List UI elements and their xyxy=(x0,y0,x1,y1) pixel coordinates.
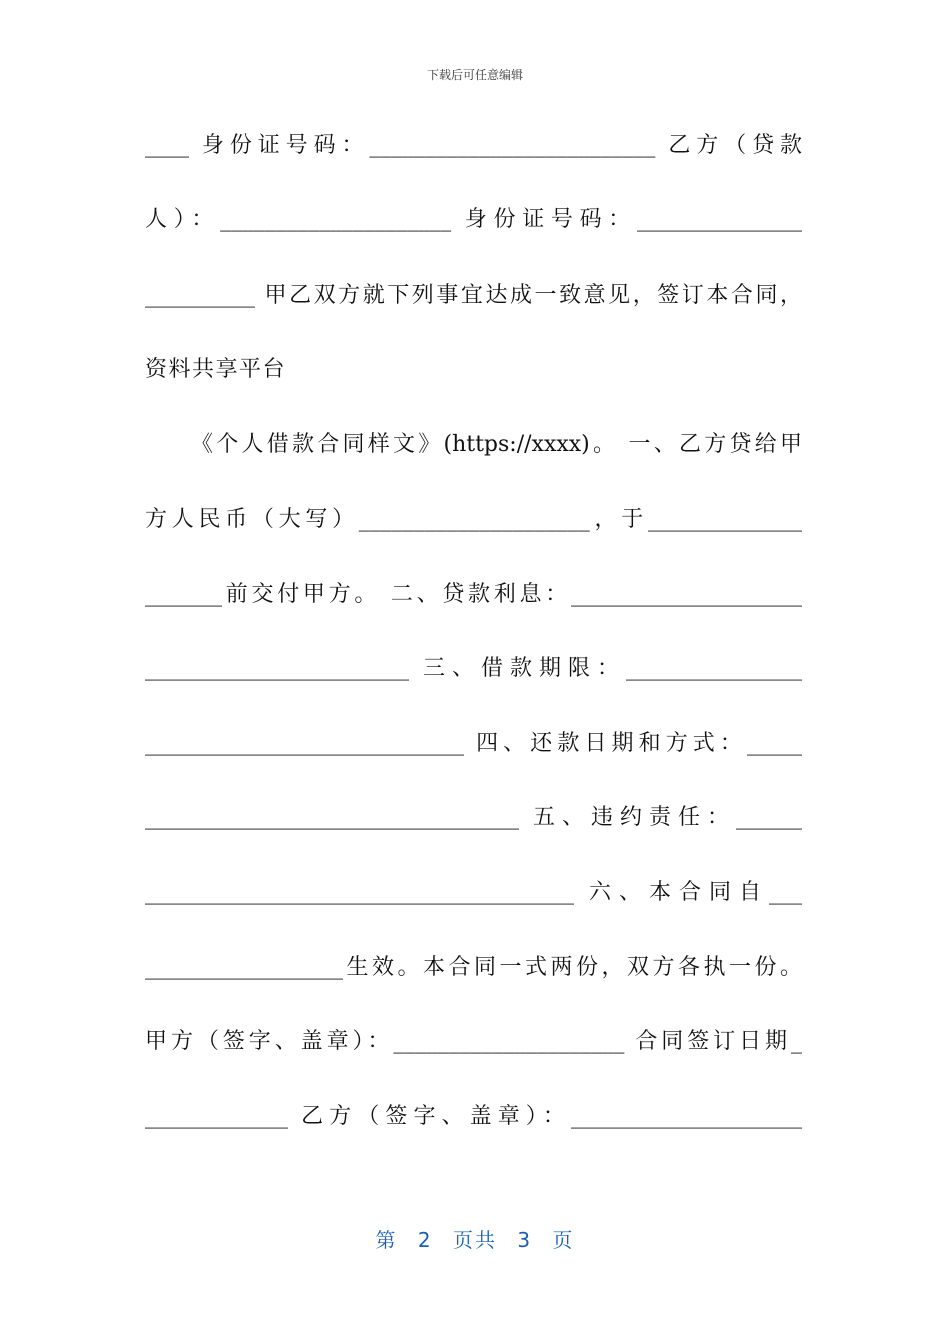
contract-text-line: ________________________ 三、借款期限：________________ xyxy=(145,656,802,681)
contract-text-line: 方人民币（大写）_____________________，于______________ xyxy=(145,507,802,532)
contract-text-line: 人）：_____________________ 身份证号码：_______________ xyxy=(145,207,802,232)
contract-text-line: _____________ 乙方（签字、盖章）：_____________________ xyxy=(145,1104,802,1129)
contract-text-line: ____ 身份证号码：__________________________ 乙方（贷款 xyxy=(145,133,802,158)
contract-text-line: 甲方（签字、盖章）：_____________________ 合同签订日期_ xyxy=(145,1029,802,1054)
contract-text-line: 《个人借款合同样文》(https://xxxx)。 一、乙方贷给甲 xyxy=(191,432,802,457)
contract-text-line: 资料共享平台 xyxy=(145,357,287,382)
contract-text-line: __________________________________ 五、违约责任：______ xyxy=(145,805,802,830)
contract-text-line: _______前交付甲方。 二、贷款利息：_____________________ xyxy=(145,582,802,607)
contract-text-line: __________ 甲乙双方就下列事宜达成一致意见，签订本合同， xyxy=(145,283,802,308)
contract-text-line: __________________生效。本合同一式两份，双方各执一份。 xyxy=(145,955,802,980)
contract-text-line: _____________________________ 四、还款日期和方式：_____ xyxy=(145,731,802,756)
page-header: 下载后可任意编辑 xyxy=(426,68,523,82)
page-number-footer: 第 2 页共 3 页 xyxy=(375,1228,575,1252)
contract-text-line: _______________________________________ 六、本合同自___ xyxy=(145,880,802,905)
